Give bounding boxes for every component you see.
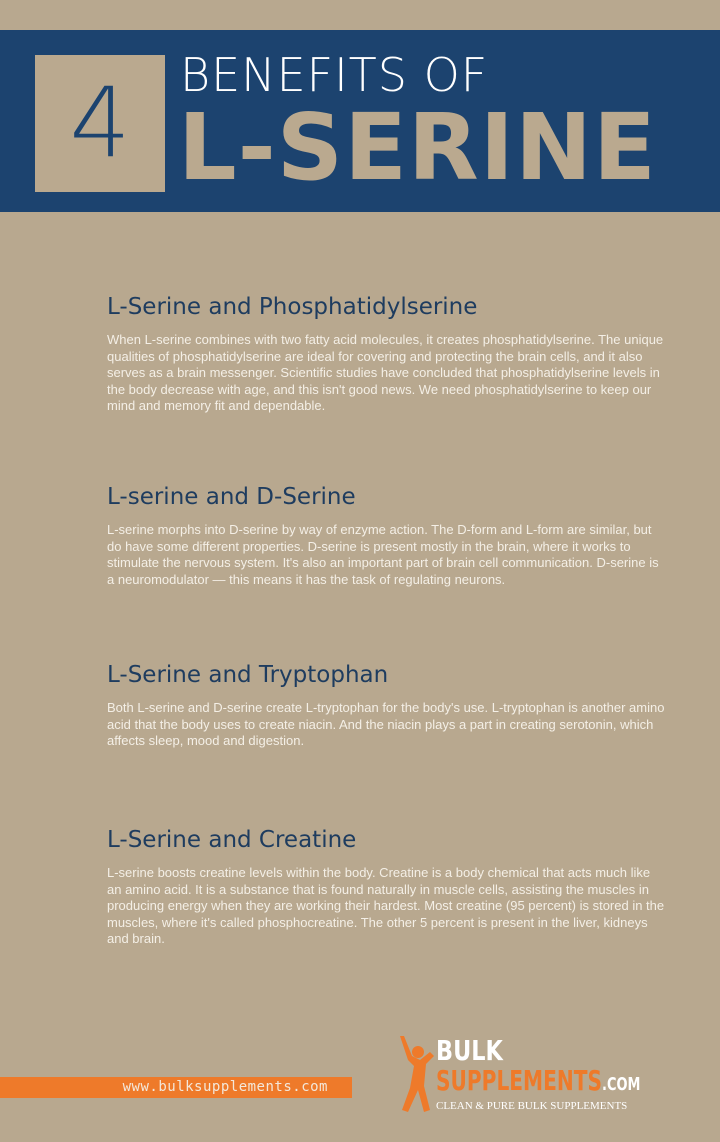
brand-logo <box>396 1034 666 1118</box>
section-body: Both L-serine and D-serine create L-tryptophan for the body's use. L-tryptophan is another amino acid that the body uses to create niacin. And the niacin plays a part in creating serotonin, which affects sleep, mood and digestion. <box>107 700 665 749</box>
person-icon <box>396 1036 436 1114</box>
section-d-serine <box>107 484 667 588</box>
benefit-count: 4 <box>35 55 165 192</box>
section-tryptophan <box>107 662 667 750</box>
title-line-1: BENEFITS OF <box>180 48 489 102</box>
title-banner <box>0 30 720 212</box>
section-body: When L-serine combines with two fatty acid molecules, it creates phosphatidylserine. The unique qualities of phosphatidylserine are ideal for covering and protecting the brain cells, and it also serves as a brain messenger. Scientific studies have concluded that phosphatidylserine levels in the body decrease with age, and this isn't good news. We need phosphatidylserine to keep our mind and memory fit and dependable. <box>107 332 664 414</box>
section-body: L-serine boosts creatine levels within the body. Creatine is a body chemical that acts much like an amino acid. It is a substance that is found naturally in muscle cells, assisting the muscles in producing energy when they are working their hardest. Most creatine (95 percent) is stored in the muscles, where it's called phosphocreatine. The other 5 percent is present in the liver, kidneys and brain. <box>107 865 665 947</box>
logo-tagline: CLEAN & PURE BULK SUPPLEMENTS <box>436 1100 628 1112</box>
section-title: L-Serine and Creatine <box>107 827 357 853</box>
logo-supplements-text: SUPPLEMENTS <box>436 1064 603 1097</box>
section-phosphatidylserine <box>107 294 667 415</box>
logo-supplements <box>436 1064 640 1097</box>
website-banner <box>0 1077 352 1098</box>
website-link[interactable]: www.bulksupplements.com <box>122 1079 328 1095</box>
title-line-2: L-SERINE <box>178 94 657 201</box>
logo-com: .COM <box>602 1074 641 1095</box>
logo-bulk: BULK <box>436 1034 503 1067</box>
section-body: L-serine morphs into D-serine by way of enzyme action. The D-form and L-form are similar, but do have some different properties. D-serine is present mostly in the brain, where it works to stimulate the nervous system. It's also an important part of brain cell communication. D-serine is a neuromodulator — this means it has the task of regulating neurons. <box>107 522 659 587</box>
section-title: L-serine and D-Serine <box>107 484 356 510</box>
section-title: L-Serine and Tryptophan <box>107 662 389 688</box>
section-title: L-Serine and Phosphatidylserine <box>107 294 478 320</box>
section-creatine <box>107 827 667 948</box>
